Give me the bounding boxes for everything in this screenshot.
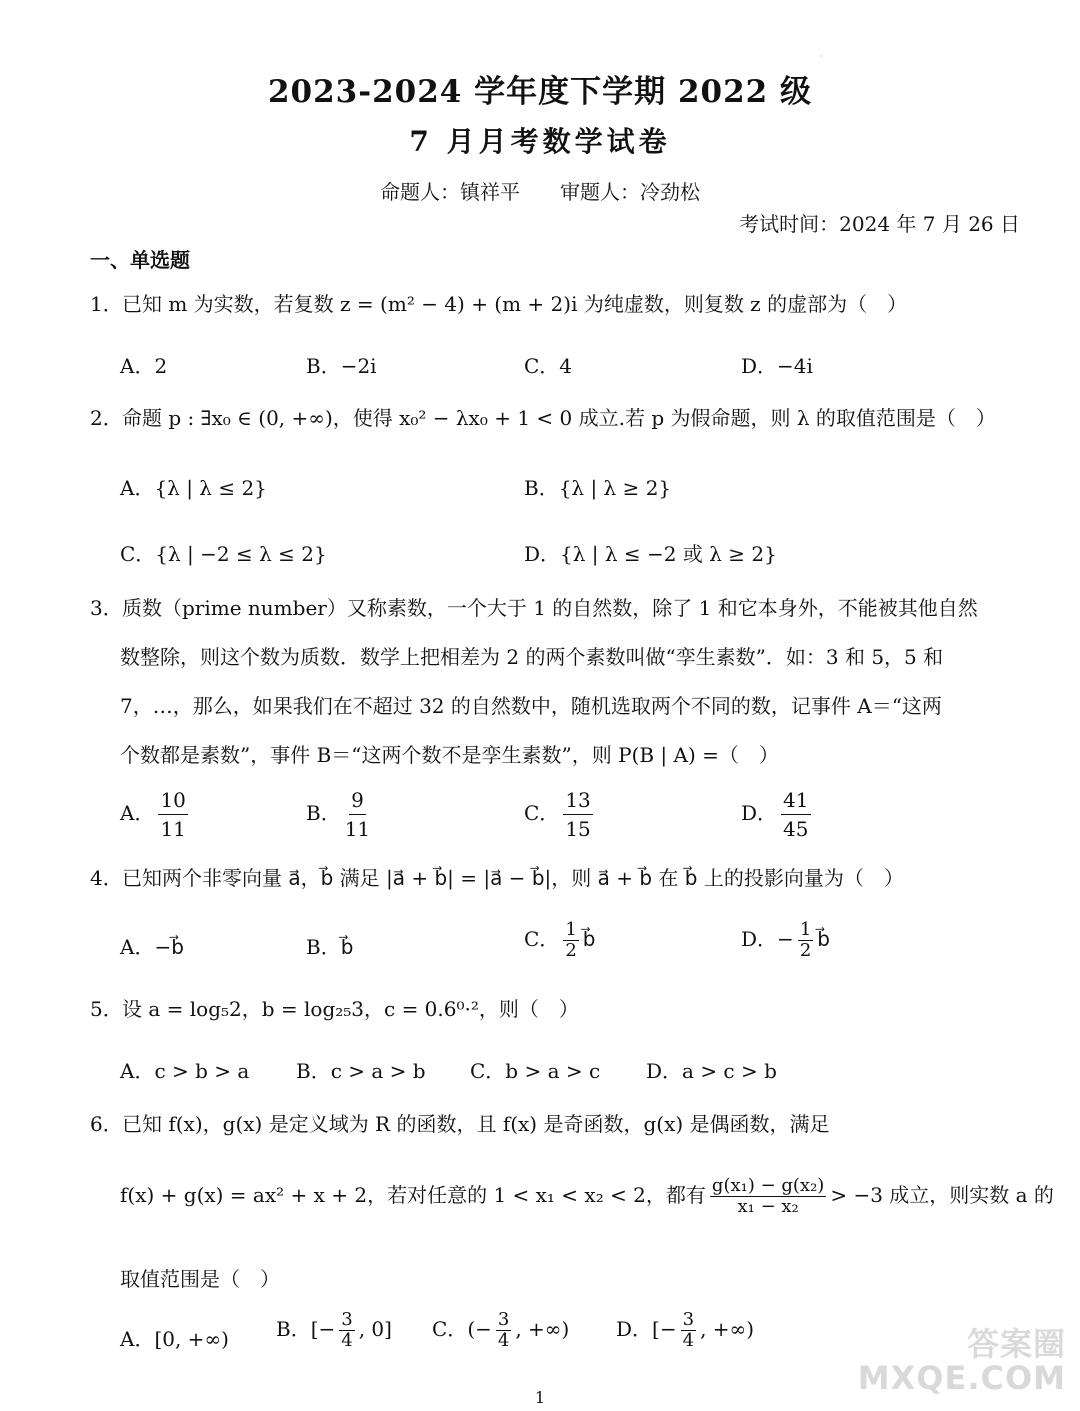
scan-speck: · [820,52,823,61]
fraction [496,1310,511,1351]
question-stem: 设 a = log₅2，b = log₂₅3，c = 0.6⁰·²，则（ ） [122,997,579,1021]
q6-option-b [276,1310,392,1351]
question-6-line-1 [90,1112,1030,1136]
page-number: 1 [534,1388,546,1407]
fraction [563,786,592,843]
q1-option-d: D．−4i [741,354,813,378]
question-stem-line: 已知 f(x)，g(x) 是定义域为 R 的函数，且 f(x) 是奇函数，g(x) 是偶函数，满足 [122,1112,830,1136]
numerator: 3 [341,1309,353,1330]
q4-option-b: B．b⃗ [306,935,354,959]
question-number: 2． [90,406,123,430]
exam-time: 考试时间：2024 年 7 月 26 日 [739,212,1020,236]
watermark-line2: MXQE.COM [857,1359,1066,1397]
option-label: A． [120,801,155,825]
question-stem: 已知 m 为实数，若复数 z = (m² − 4) + (m + 2)i 为纯虚数，则复数 z 的虚部为（ ） [122,292,908,316]
option-part: [− [652,1317,677,1341]
question-2 [90,406,1030,430]
section-title: 一、单选题 [90,248,190,272]
denominator: 4 [497,1330,510,1351]
question-stem: 已知两个非零向量 a⃗，b⃗ 满足 |a⃗ + b⃗| = |a⃗ − b⃗|，则 a⃗ + b⃗ 在 b⃗ 上的投影向量为（ ） [122,866,904,890]
q2-option-c: C．{λ | −2 ≤ λ ≤ 2} [120,542,327,566]
stem-part: f(x) + g(x) = ax² + x + 2，若对任意的 1 < x₁ < x₂ < 2，都有 [120,1183,706,1207]
q1-option-b: B．−2i [306,354,377,378]
q3-option-c [524,786,597,843]
question-number: 1． [90,292,123,316]
fraction [710,1176,826,1217]
q2-option-d: D．{λ | λ ≤ −2 或 λ ≥ 2} [524,542,777,566]
numerator: 1 [565,919,577,940]
q3-option-b [306,786,374,843]
setter: 命题人：镇祥平 [380,180,520,204]
question-4 [90,866,1030,890]
denominator: 15 [565,817,591,841]
stem-part: > −3 成立，则实数 a 的 [830,1183,1054,1207]
option-tail: b⃗ [582,927,596,951]
question-6-line-2 [120,1175,1054,1217]
denominator: x₁ − x₂ [737,1196,799,1217]
question-number: 4． [90,866,123,890]
question-number: 3． [90,596,123,620]
option-part: , +∞) [700,1317,754,1341]
numerator: 3 [497,1309,510,1330]
fraction [158,786,187,843]
question-1 [90,292,1030,316]
option-part: , +∞) [515,1317,570,1341]
fraction [798,920,813,961]
q1-option-a: A．2 [120,354,168,378]
option-label: C． [524,801,560,825]
q5-option-c: C．b > a > c [470,1059,601,1083]
option-part: (− [467,1317,492,1341]
option-label: C． [524,927,560,951]
option-label: B． [276,1317,311,1341]
denominator: 11 [160,817,186,841]
q1-option-c: C．4 [524,354,573,378]
q5-option-d: D．a > c > b [646,1059,777,1083]
q5-option-b: B．c > a > b [296,1059,426,1083]
q3-option-a [120,786,192,843]
option-tail: b⃗ [817,927,830,951]
denominator: 2 [565,940,577,961]
q4-option-a: A．−b⃗ [120,935,184,959]
question-3-line-3: 7，…，那么，如果我们在不超过 32 的自然数中，随机选取两个不同的数，记事件 A＝“这两 [120,694,942,718]
fraction [339,1310,354,1351]
denominator: 4 [341,1330,353,1351]
question-6-line-3: 取值范围是（ ） [120,1267,280,1291]
fraction [681,1310,696,1351]
exam-title-line2: 7 月月考数学试卷 [409,125,671,158]
q2-option-b: B．{λ | λ ≥ 2} [524,476,672,500]
option-label: D． [616,1317,653,1341]
fraction [345,786,370,843]
question-stem: 命题 p : ∃x₀ ∈ (0, +∞)，使得 x₀² − λx₀ + 1 < 0 成立.若 p 为假命题，则 λ 的取值范围是（ ） [122,406,996,430]
reviewer: 审题人：冷劲松 [560,180,700,204]
numerator: 3 [682,1309,695,1330]
option-part: [− [310,1317,336,1341]
q6-option-c [432,1310,569,1351]
option-label: B． [306,801,341,825]
fraction [781,786,810,843]
question-stem-line: 质数（prime number）又称素数，一个大于 1 的自然数，除了 1 和它本身外，不能被其他自然 [122,596,978,620]
option-label: C． [432,1317,468,1341]
q6-option-a: A．[0, +∞) [120,1327,229,1351]
numerator: 41 [781,786,810,815]
q4-option-d [741,920,830,961]
option-label: D． [741,927,778,951]
denominator: 4 [682,1330,695,1351]
q5-option-a: A．c > b > a [120,1059,250,1083]
exam-title-line1: 2023-2024 学年度下学期 2022 级 [267,74,813,110]
question-number: 6． [90,1112,123,1136]
numerator: 1 [799,919,812,940]
question-5 [90,997,1030,1021]
q3-option-d [741,786,815,843]
denominator: 45 [783,817,809,841]
option-part: , 0] [358,1317,392,1341]
question-number: 5． [90,997,123,1021]
watermark-line1: 答案圈 [966,1325,1066,1363]
denominator: 2 [799,940,812,961]
numerator: g(x₁) − g(x₂) [711,1175,825,1196]
question-3-line-1 [90,596,1030,620]
option-sign: − [777,927,794,951]
question-3-line-2: 数整除，则这个数为质数．数学上把相差为 2 的两个素数叫做“孪生素数”．如：3 和 5，5 和 [120,645,944,669]
authors-line [0,176,1080,205]
denominator: 11 [344,817,371,841]
q6-option-d [616,1310,754,1351]
numerator: 9 [349,786,366,815]
numerator: 13 [563,786,592,815]
option-label: D． [741,801,778,825]
numerator: 10 [158,786,187,815]
q2-option-a: A．{λ | λ ≤ 2} [120,476,267,500]
fraction [563,920,578,961]
question-3-line-4: 个数都是素数”，事件 B＝“这两个数不是孪生素数”，则 P(B | A) =（ ） [120,743,779,767]
watermark-logo [858,1327,1066,1395]
q4-option-c [524,920,595,961]
